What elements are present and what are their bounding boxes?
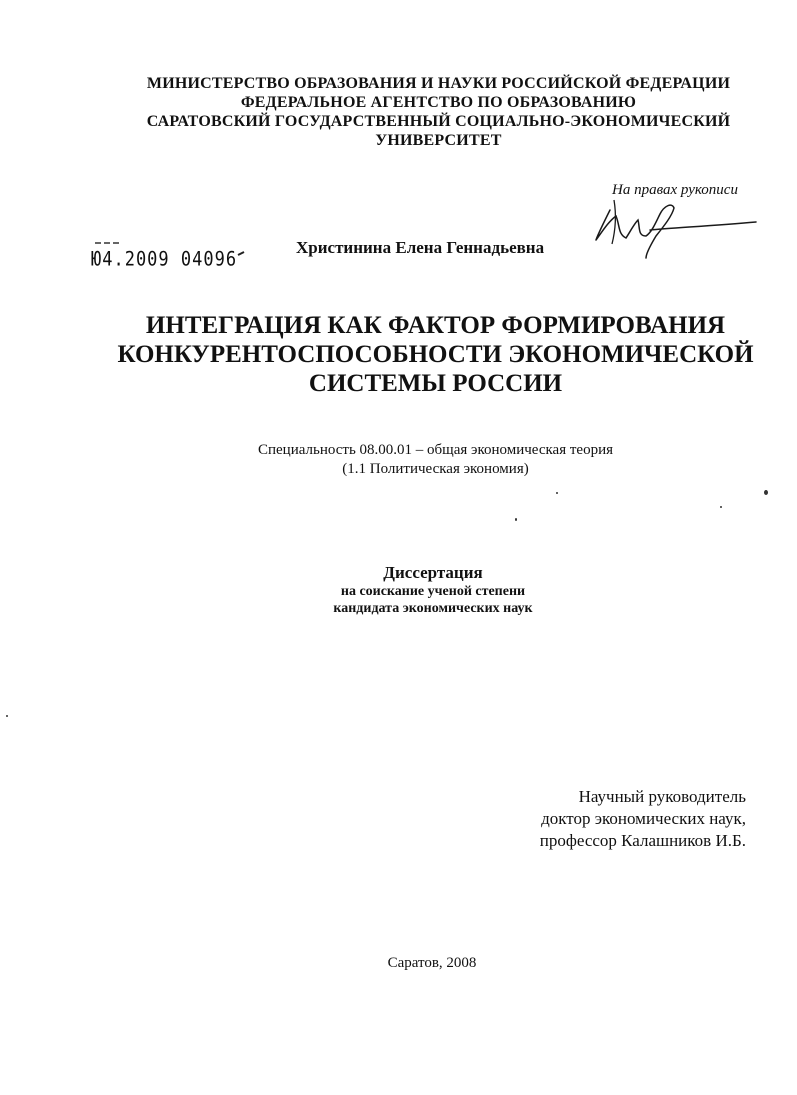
institution-header — [0, 74, 797, 150]
thesis-heading: Диссертация — [383, 563, 483, 582]
header-line-agency: ФЕДЕРАЛЬНОЕ АГЕНТСТВО ПО ОБРАЗОВАНИЮ — [240, 94, 637, 111]
handwritten-signature — [590, 192, 760, 260]
scan-speck — [515, 518, 517, 521]
dissertation-title — [0, 311, 797, 398]
manuscript-note: На правах рукописи — [612, 182, 738, 198]
title-line-2: КОНКУРЕНТОСПОСОБНОСТИ ЭКОНОМИЧЕСКОЙ — [117, 341, 754, 368]
advisor-block — [0, 786, 746, 852]
specialty-subfield: (1.1 Политическая экономия) — [342, 461, 529, 477]
author-name: Христинина Елена Геннадьевна — [296, 238, 545, 257]
header-line-ministry: МИНИСТЕРСТВО ОБРАЗОВАНИЯ И НАУКИ РОССИЙСКОЙ ФЕДЕРАЦИИ — [146, 75, 731, 92]
advisor-name: профессор Калашников И.Б. — [539, 831, 746, 850]
city-year: Саратов, 2008 — [387, 955, 477, 971]
thesis-degree-line-1: на соискание ученой степени — [340, 584, 526, 599]
advisor-role: Научный руководитель — [578, 787, 746, 806]
header-line-university: САРАТОВСКИЙ ГОСУДАРСТВЕННЫЙ СОЦИАЛЬНО-ЭКОНОМИЧЕСКИЙ — [146, 113, 731, 130]
scan-speck — [556, 492, 558, 494]
thesis-block — [0, 563, 797, 617]
scan-speck — [720, 506, 722, 508]
scan-speck — [764, 490, 768, 495]
stamp-marks — [93, 240, 121, 246]
advisor-degree: доктор экономических наук, — [541, 809, 746, 828]
scan-speck — [6, 715, 8, 717]
title-line-1: ИНТЕГРАЦИЯ КАК ФАКТОР ФОРМИРОВАНИЯ — [145, 312, 726, 339]
thesis-degree-line-2: кандидата экономических наук — [333, 601, 533, 616]
library-stamp-number: Ю4.2009 04096 — [91, 248, 238, 271]
header-line-university-end: УНИВЕРСИТЕТ — [375, 132, 502, 149]
specialty-code: Специальность 08.00.01 – общая экономическая теория — [257, 442, 614, 458]
specialty-block — [0, 441, 797, 479]
stamp-tick-mark — [237, 250, 245, 258]
title-line-3: СИСТЕМЫ РОССИИ — [308, 370, 563, 397]
